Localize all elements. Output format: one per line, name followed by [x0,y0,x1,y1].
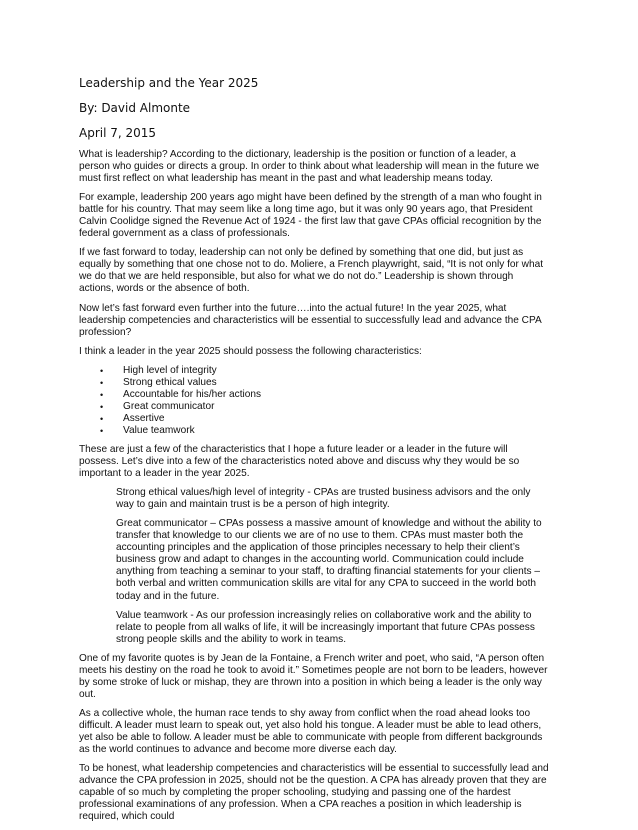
bullet-icon: • [100,425,104,436]
indented-paragraph: Great communicator – CPAs possess a massive amount of knowledge and without the ability to transfer that knowledge to our clients we are of no use to them. CPAs must master both the accounting principles and the application of those principles necessary to help their client’s business grow and adapt to changes in the accounting world. Communication could include anything from teaching a seminar to your staff, to drafting financial statements for your clients – both verbal and written communication skills are vital for any CPA to succeed in the world both today and in the future. [116,518,542,602]
bullet-icon: • [100,413,104,424]
bullet-icon: • [100,389,104,400]
paragraph: One of my favorite quotes is by Jean de la Fontaine, a French writer and poet, who said, “A person often meets his destiny on the road he took to avoid it.” Sometimes people are not born to be leaders, however by some stroke of luck or mishap, they are thrown into a position in which being a leader is the only way out. [79,652,548,700]
author-byline: By: David Almonte [79,101,191,115]
document-title: Leadership and the Year 2025 [79,76,259,90]
paragraph: For example, leadership 200 years ago might have been defined by the strength of a man who fought in battle for his country. That may seem like a long time ago, but it was only 90 years ago, that President Calvin Coolidge signed the Revenue Act of 1924 - the first law that gave CPAs official recognition by the federal government as a class of professionals. [79,192,542,240]
list-item [100,388,549,401]
paragraph: What is leadership? According to the dictionary, leadership is the position or function of a leader, a person who guides or directs a group. In order to think about what leadership will mean in the future we must first reflect on what leadership has meant in the past and what leadership means today. [79,149,540,185]
list-item-text: Strong ethical values [123,376,217,388]
list-item-text: Value teamwork [123,424,195,436]
paragraph: To be honest, what leadership competencies and characteristics will be essential to successfully lead and advance the CPA profession in 2025, should not be the question. A CPA has already proven that they are capable of so much by completing the proper schooling, studying and passing one of the hardest professional examinations of any profession. When a CPA reaches a position in which leadership is required, which could [79,763,549,823]
list-item [100,412,549,425]
bullet-icon: • [100,377,104,388]
list-item [100,424,549,437]
paragraph: As a collective whole, the human race tends to shy away from conflict when the road ahead looks too difficult. A leader must learn to speak out, yet also hold his tongue. A leader must be able to lead others, yet also be able to follow. A leader must be able to communicate with people from different backgrounds as the world continues to advance and become more diverse each day. [79,707,543,756]
bullet-icon: • [100,401,104,412]
characteristics-list [79,365,549,437]
list-item [100,376,549,389]
list-item-text: Accountable for his/her actions [123,388,262,400]
bullet-icon: • [100,365,104,376]
list-item-text: Great communicator [123,400,215,412]
indented-paragraph: Value teamwork - As our profession increasingly relies on collaborative work and the ability to relate to people from all walks of life, it will be increasingly important that future CPAs possess strong people skills and the ability to work in teams. [116,609,535,645]
list-item-text: Assertive [123,412,165,424]
paragraph: Now let’s fast forward even further into the future….into the actual future! In the year 2025, what leadership competencies and characteristics will be essential to successfully lead and advance the CPA profession? [79,302,542,338]
list-item-text: High level of integrity [123,364,217,376]
paragraph: If we fast forward to today, leadership can not only be defined by something that one did, but just as equally by something that one chose not to do. Moliere, a French playwright, said, “It is not only for what we do that we are held responsible, but also for what we do not do.” Leadership is shown through actions, words or the absence of both. [79,247,543,295]
list-item [100,400,549,413]
paragraph: I think a leader in the year 2025 should possess the following characteristics: [79,345,422,357]
document-body [79,149,549,830]
list-item [100,364,549,377]
document-date: April 7, 2015 [79,126,157,140]
indented-paragraph: Strong ethical values/high level of integrity - CPAs are trusted business advisors and the only way to gain and maintain trust is be a person of high integrity. [116,487,531,511]
paragraph: These are just a few of the characteristics that I hope a future leader or a leader in the future will possess. Let’s dive into a few of the characteristics noted above and discuss why they would be so important to a leader in the year 2025. [79,443,520,480]
